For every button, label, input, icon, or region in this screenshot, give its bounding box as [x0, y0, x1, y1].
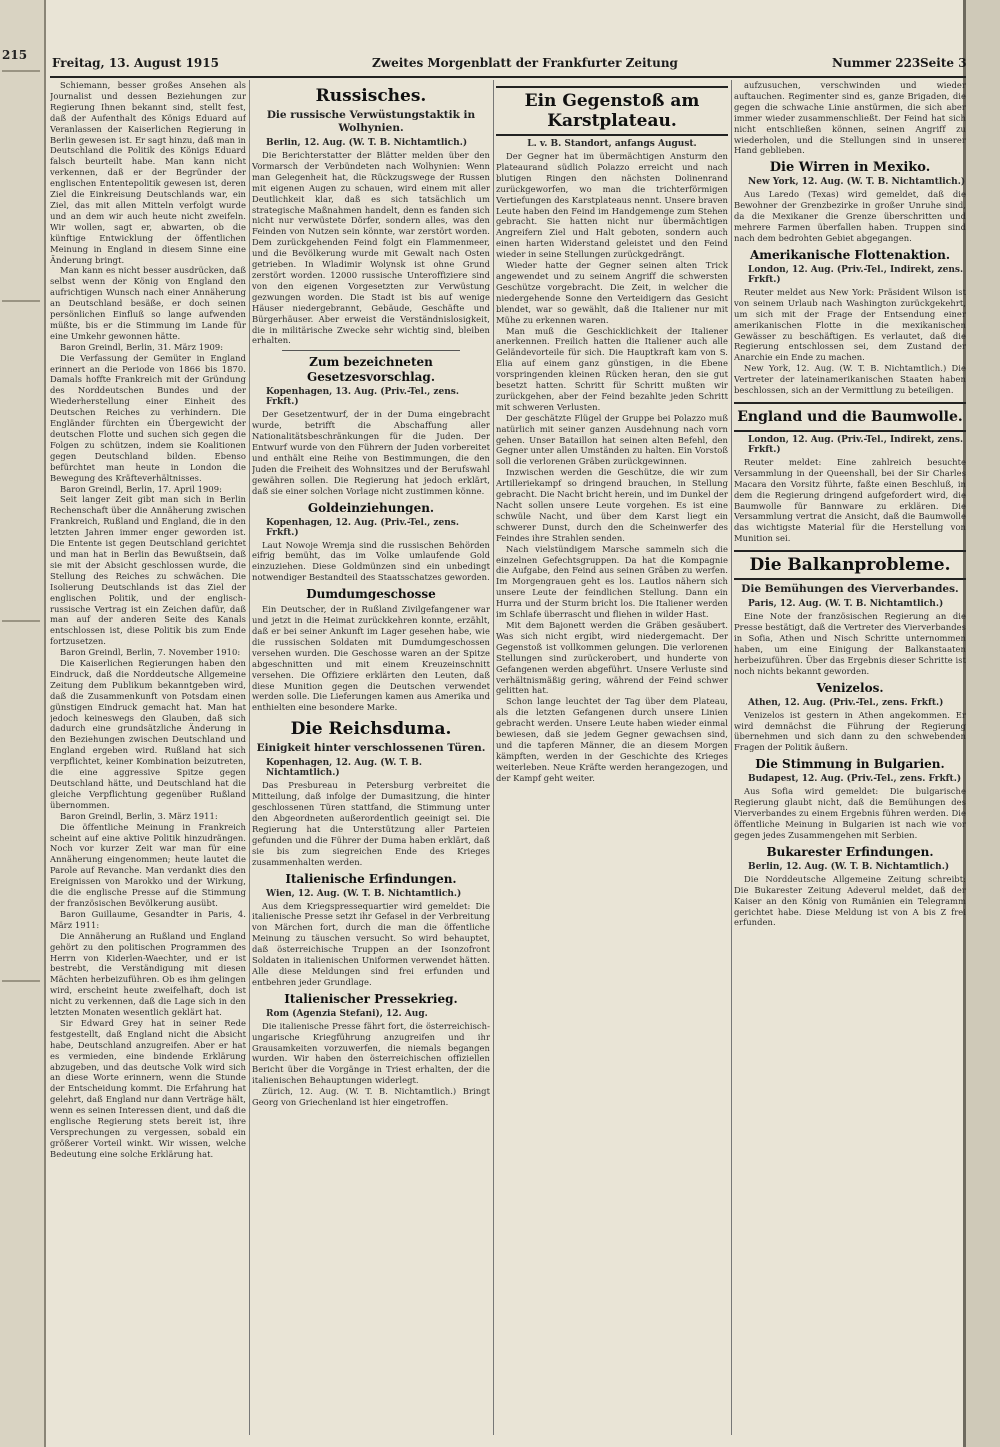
article-byline: Kopenhagen, 13. Aug. (Priv.-Tel., zens. Frkft.) [266, 387, 459, 408]
article-title-karstplateau: Ein Gegenstoß am Karstplateau. [496, 86, 728, 136]
paragraph: Der geschätzte Flügel der Gruppe bei Polazzo muß natürlich mit seiner ganzen Ausdehnung nach vorn gehen. Unser Bataillon hat seinen alten Befehl, den Gegner unter allen Umständen zu halten. Ein Vorstoß soll die verlorenen Gräben zurückgewinnen. [496, 412, 728, 467]
paragraph: Baron Guillaume, Gesandter in Paris, 4. März 1911: [50, 908, 246, 930]
article-byline: Rom (Agenzia Stefani), 12. Aug. [266, 1008, 428, 1019]
paragraph: Die Verfassung der Gemüter in England erinnert an die Periode von 1866 bis 1870. Damals hoffte Frankreich mit der Gründung des Norddeutschen Bundes und der Wiederherstellung einer Einheit des Deutschen Reiches zu verhindern. Die Engländer fürchten ein Übergewicht der deutschen Flotte und suchen sich gegen die Folgen zu schützen, indem sie Koalitionen gegen Deutschland bilden. Ebenso befürchtet man heute in London die Bewegung des Kräfteverhältnisses. [50, 352, 246, 483]
page-number: Seite 3 [920, 56, 967, 70]
article-subheading: Die Bemühungen des Vierverbandes. [741, 583, 959, 596]
article-heading: England und die Baumwolle. [734, 402, 966, 432]
paragraph: Inzwischen werden die Geschütze, die wir zum Artilleriekampf so dringend brauchen, in Stellung gebracht. Die Nacht bricht herein, und im Dunkel der Nacht sollen unsere Leute vorgehen. Es ist eine schwüle Nacht, und über dem Karst liegt ein schwerer Dunst, durch den die Scheinwerfer des Feindes ihre Strahlen senden. [496, 467, 728, 543]
page-header [50, 54, 966, 78]
paragraph: Laut Nowoje Wremja sind die russischen Behörden eifrig bemüht, das im Volke umlaufende Gold einzuziehen. Diese Goldmünzen sind ein unbedingt notwendiger Bestandteil des Staatsschatzes geworden. [252, 539, 490, 583]
article-text [252, 540, 490, 584]
edition-title: Zweites Morgenblatt der Frankfurter Zeitung [372, 56, 678, 70]
article-byline: London, 12. Aug. (Priv.-Tel., Indirekt, zens. Frkft.) [748, 434, 964, 455]
article-heading: Die Wirren in Mexiko. [769, 160, 931, 176]
article-text [252, 150, 490, 346]
article-byline: Athen, 12. Aug. (Priv.-Tel., zens. Frkft.) [748, 697, 944, 708]
article-byline: L. v. B. Standort, anfangs August. [527, 139, 697, 149]
paragraph: Aus dem Kriegspressequartier wird gemeldet: Die italienische Presse setzt ihr Gefasel in der Verbreitung von Märchen fort, durch die man die öffentliche Meinung zu täuschen versucht. So wird behauptet, daß österreichische Truppen an der Isonzofront Soldaten in italienischen Uniformen verwendet hätten. Alle diese Meldungen sind frei erfunden und entbehren jeder Grundlage. [252, 900, 490, 987]
column-rule [493, 80, 494, 1435]
article-continuation [734, 80, 966, 156]
article-text [734, 786, 966, 841]
paragraph: Schiemann, besser großes Ansehen als Journalist und dessen Beziehungen zur Regierung Ihnen bekannt sind, stellt fest, daß der Aufenthalt des Königs Eduard auf Veranlassen der Kaiserlichen Regierung in Berlin gewesen ist. Er sagt hinzu, daß man in Deutschland die Politik des Königs Eduard falsch beurteilt habe. Man kann nicht verkennen, daß er der Begründer der englischen Ententepolitik gewesen ist, deren Ziel die Einkreisung Deutschlands war, ein Ziel, das mit allen Mitteln verfolgt wurde und an dem wir auch heute nicht zweifeln. Wir wollen, sagt er, abwarten, ob die künftige Entwicklung der öffentlichen Meinung in England in diesem Sinne eine Änderung bringt. [50, 80, 246, 265]
paragraph: Baron Greindl, Berlin, 17. April 1909: [60, 483, 222, 494]
paragraph: Seit langer Zeit gibt man sich in Berlin Rechenschaft über die Annäherung zwischen Frankreich, Rußland und England, die in den letzten Jahren immer enger geworden ist. Die Entente ist gegen Deutschland gerichtet und man hat in Berlin das Bewußtsein, daß sie mit der Absicht geschlossen wurde, die Stellung des Reiches zu schwächen. Die Isolierung Deutschlands ist das Ziel der englischen Politik, und der englisch-russische Vertrag ist ein Zeichen dafür, daß man auf der anderen Seite des Kanals entschlossen ist, diese Politik bis zum Ende fortzusetzen. [50, 494, 246, 647]
article-byline: New York, 12. Aug. (W. T. B. Nichtamtlich.) [748, 177, 966, 188]
column-rule [249, 80, 250, 1435]
paragraph: Ein Deutscher, der in Rußland Zivilgefangener war und jetzt in die Heimat zurückkehren konnte, erzählt, daß er bei seiner Ankunft im Lager gesehen habe, wie die russischen Soldaten mit Dumdumgeschossen versehen wurden. Die Geschosse waren an der Spitze abgeschnitten und mit einem Kreuzeinschnitt versehen. Die Offiziere erklärten den Leuten, daß diese Munition gegen die Deutschen verwendet werden solle. Die Lieferungen kamen aus Amerika und enthielten eine besondere Marke. [252, 604, 490, 713]
paragraph: Reuter meldet: Eine zahlreich besuchte Versammlung in der Queenshall, bei der Sir Charles Macara den Vorsitz führte, faßte einen Beschluß, in dem die Regierung dringend aufgefordert wird, die Baumwolle für Bannware zu erklären. Die Versammlung vertrat die Ansicht, daß die Baumwolle das wichtigste Material für die Herstellung von Munition sei. [734, 456, 966, 544]
article-heading: Italienischer Pressekrieg. [284, 991, 458, 1006]
article-heading: Venizelos. [816, 680, 884, 695]
paragraph: Aus Sofia wird gemeldet: Die bulgarische Regierung glaubt nicht, daß die Bemühungen des Vierverbandes zu einem Ergebnis führen werden. Die öffentliche Meinung in Bulgarien ist nach wie vor gegen jedes Zusammengehen mit Serbien. [734, 786, 966, 840]
article-text [734, 189, 966, 244]
article-heading: Die Stimmung in Bulgarien. [755, 757, 945, 772]
article-text [252, 409, 490, 496]
paragraph: aufzusuchen, verschwinden und wieder auftauchen. Regimenter sind es, ganze Brigaden, die gegen die schwache Linie anstürmen, die sich aber immer wieder zusammenschließt. Der Feind hat sich nicht entschließen können, seinen Angriff zu wiederholen, und die Stellungen sind in unserer Hand geblieben. [734, 80, 966, 156]
paragraph: Der Gesetzentwurf, der in der Duma eingebracht wurde, betrifft die Abschaffung aller Nationalitätsbeschränkungen für die Juden. Der Entwurf wurde von den Führern der Juden vorbereitet und enthält eine Reihe von Bestimmungen, die den Juden die Freiheit des Wohnsitzes und der Berufswahl gewähren sollen. Die Regierung hat jedoch erklärt, daß sie einer solchen Vorlage nicht zustimmen könne. [252, 409, 490, 496]
section-heading-reichsduma: Die Reichsduma. [290, 719, 452, 740]
page-edge [963, 0, 1000, 1447]
paragraph: Die Norddeutsche Allgemeine Zeitung schreibt: Die Bukarester Zeitung Adeverul meldet, daß der Kaiser an den König von Rumänien ein Telegramm gerichtet habe. Diese Meldung ist von A bis Z frei erfunden. [734, 873, 966, 928]
paragraph: Eine Note der französischen Regierung an die Presse bestätigt, daß die Vertreter des Vierverbandes in Sofia, Athen und Nisch Schritte unternommen haben, um eine Einigung der Balkanstaaten herbeizuführen. Über das Ergebnis dieser Schritte ist noch nichts bekannt geworden. [734, 611, 966, 676]
article-heading: Zum bezeichneten Gesetzesvorschlag. [306, 355, 435, 385]
paragraph: Nach vielstündigem Marsche sammeln sich die einzelnen Gefechtsgruppen. Da hat die Kompagnie die Aufgabe, den Feind aus seinen Gräben zu werfen. Im Morgengrauen geht es los. Lautlos nähern sich unsere Leute der feindlichen Stellung. Dann ein Hurra und der Sturm bricht los. Die Italiener werden im Schlafe überrascht und fliehen in wilder Hast. [496, 543, 728, 620]
paragraph: Baron Greindl, Berlin, 7. November 1910: [60, 647, 241, 658]
article-text [734, 710, 966, 754]
article-byline: London, 12. Aug. (Priv.-Tel., Indirekt, zens. Frkft.) [748, 264, 964, 285]
previous-page-number: 215 [2, 48, 28, 62]
section-heading-balkanprobleme: Die Balkanprobleme. [734, 550, 966, 580]
margin-line [2, 300, 40, 302]
margin-line [2, 980, 40, 982]
article-text [734, 874, 966, 929]
divider [282, 350, 460, 351]
issue-number: Nummer 223 [832, 56, 921, 70]
column-rule [731, 80, 732, 1435]
paragraph: New York, 12. Aug. (W. T. B. Nichtamtlich.) Die Vertreter der lateinamerikanischen Staaten haben beschlossen, sich an der Vermittlung zu beteiligen. [734, 363, 966, 396]
article-text [734, 457, 966, 544]
article-byline: Paris, 12. Aug. (W. T. B. Nichtamtlich.) [748, 599, 944, 610]
column-1-text [50, 80, 246, 1160]
article-heading: Goldeinziehungen. [307, 500, 435, 515]
column-2 [252, 80, 490, 1435]
paragraph: Die italienische Presse fährt fort, die österreichisch-ungarische Kriegführung anzugreifen und ihr Grausamkeiten vorzuwerfen, die niemals begangen wurden. Wir haben den österreichischen offiziellen Bericht über die Vorgänge in Triest erhalten, der die italienischen Behauptungen widerlegt. [252, 1020, 490, 1086]
paragraph: Die Kaiserlichen Regierungen haben den Eindruck, daß die Norddeutsche Allgemeine Zeitung dem Publikum bekanntgeben wird, daß die Zusammenkunft von Potsdam einen günstigen Eindruck gemacht hat. Man hat jedoch keineswegs den Glauben, daß sich dadurch eine grundsätzliche Änderung in den Beziehungen zwischen Deutschland und England ergeben wird. Rußland hat sich verpflichtet, keiner Kombination beizutreten, die eine aggressive Spitze gegen Deutschland hätte, und Deutschland hat die gleiche Verpflichtung gegenüber Rußland übernommen. [50, 658, 246, 810]
paragraph: Die öffentliche Meinung in Frankreich scheint auf eine aktive Politik hinzudrängen. Noch vor kurzer Zeit war man für eine Annäherung eingenommen; heute lautet die Parole auf Revanche. Man verdankt dies den Ereignissen von Marokko und der Wirkung, die die englische Presse auf die Stimmung der französischen Bevölkerung ausübt. [50, 821, 246, 908]
paragraph: Reuter meldet aus New York: Präsident Wilson ist von seinem Urlaub nach Washington zurückgekehrt, um sich mit der Frage der Entsendung einer amerikanischen Flotte in die mexikanischen Gewässer zu beschäftigen. Es verlautet, daß die Regierung entschlossen sei, dem Zustand der Anarchie ein Ende zu machen. [734, 286, 966, 363]
article-subheading: Die russische Verwüstungstaktik in Wolhynien. [266, 109, 476, 134]
article-heading: Italienische Erfindungen. [285, 871, 457, 886]
article-text [252, 901, 490, 988]
issue-date: Freitag, 13. August 1915 [52, 56, 219, 70]
paragraph: Die Berichterstatter der Blätter melden über den Vormarsch der Verbündeten nach Wolhynien: Wenn man Gelegenheit hat, die Rückzugswege der Russen mit eigenen Augen zu schauen, wird einem mit aller Deutlichkeit klar, daß es sich tatsächlich um strategische Maßnahmen handelt, denn es fanden sich nicht nur verwüstete Dörfer, sondern alles, was den Feinden von Nutzen sein könnte, war zerstört worden. Dem zurückgehenden Feind folgt ein Flammenmeer, und die Bevölkerung wurde mit Gewalt nach Osten getrieben. In Wladimir Wolynsk ist ohne Grund zerstört worden. 12000 russische Unteroffiziere sind von den eigenen Vorgesetzten zur Verwüstung gezwungen worden. Die Stadt ist bis auf wenige Häuser niedergebrannt, Gebäude, Geschäfte und Bürgerhäuser. Aber erweist die Verständnislosigkeit, die in militärische Zwecke sehr wichtig sind, bleiben erhalten. [252, 150, 490, 346]
paragraph: Wieder hatte der Gegner seinen alten Trick angewendet und zu seinem Angriff die schwersten Geschütze vorgebracht. Die Zeit, in welcher die niedergehende Sonne den Verteidigern das Gesicht blendet, war so gewählt, daß die Italiener nur mit Mühe zu erkennen waren. [496, 260, 728, 325]
section-heading-russisches: Russisches. [315, 86, 427, 106]
paragraph: Man kann es nicht besser ausdrücken, daß selbst wenn der König von England den aufrichtigen Wunsch nach einer Annäherung an Deutschland besäße, er doch seinen persönlichen Einfluß so lange aufwenden müßte, bis er die Stimmung im Lande für eine Umkehr gewonnen hätte. [50, 265, 246, 341]
article-text [252, 780, 490, 867]
paragraph: Der Gegner hat im übermächtigen Ansturm den Plateaurand südlich Polazzo erreicht und nach blutigen Ringen den nächsten Dolinenrand zurückgeworfen, wo man die trichterförmigen Vertiefungen des Karstplateaus nennt. Unsere braven Leute haben den Feind im Handgemenge zum Stehen gebracht. Sie hatten nicht nur übermächtigen Angreifern Ziel und Halt geboten, sondern auch einen harten Widerstand geleistet und den Feind wieder in seine Stellungen zurückgedrängt. [496, 151, 728, 260]
column-1 [50, 80, 246, 1435]
paragraph: Sir Edward Grey hat in seiner Rede festgestellt, daß England nicht die Absicht habe, Deutschland anzugreifen. Aber er hat es vermieden, eine bindende Erklärung abzugeben, und das deutsche Volk wird sich an diese Worte erinnern, wenn die Stunde der Entscheidung kommt. Die Erfahrung hat gelehrt, daß England nur dann Verträge hält, wenn es seinen Interessen dient, und daß die englische Regierung stets bereit ist, ihre Versprechungen zu vergessen, sobald ein größerer Vorteil winkt. Wir wissen, welche Bedeutung eine solche Erklärung hat. [50, 1017, 246, 1159]
paragraph: Aus Laredo (Texas) wird gemeldet, daß die Bewohner der Grenzbezirke in großer Unruhe sind, da die Mexikaner die Grenze überschritten und mehrere Farmen überfallen haben. Truppen sind nach dem bedrohten Gebiet abgegangen. [734, 189, 966, 243]
article-byline: Budapest, 12. Aug. (Priv.-Tel., zens. Frkft.) [748, 774, 962, 785]
paragraph: Schon lange leuchtet der Tag über dem Plateau, als die letzten Gefangenen durch unsere Linien gebracht werden. Unsere Leute haben wieder einmal bewiesen, daß sie jedem Gegner gewachsen sind, und die tapferen Männer, die an diesem Morgen kämpften, werden in der Geschichte des Krieges weiterleben. Neue Kräfte werden herangezogen, und der Kampf geht weiter. [496, 696, 728, 783]
paragraph: Man muß die Geschicklichkeit der Italiener anerkennen. Freilich hatten die Italiener auch alle Geländevorteile für sich. Die Hauptkraft kam von S. Elia auf einem ganz günstigen, in die Ebene vorspringenden kleinen Rücken heran, den sie gut besetzt hatten. Schritt für Schritt mußten wir zurückgehen, aber der Feind bezahlte jeden Schritt mit schweren Verlusten. [496, 325, 728, 412]
paragraph: Mit dem Bajonett werden die Gräben gesäubert. Was sich nicht ergibt, wird niedergemacht. Der Gegenstoß ist vollkommen gelungen. Die verlorenen Stellungen sind zurückerobert, und hunderte von Gefangenen werden abgeführt. Unsere Verluste sind verhältnismäßig gering, während der Feind schwer gelitten hat. [496, 619, 728, 696]
article-text [496, 151, 728, 784]
article-text [734, 611, 966, 676]
article-byline: Berlin, 12. Aug. (W. T. B. Nichtamtlich.) [266, 138, 468, 148]
article-text [252, 1021, 490, 1108]
paragraph: Zürich, 12. Aug. (W. T. B. Nichtamtlich.) Bringt Georg von Griechenland ist hier eingetroffen. [252, 1086, 490, 1108]
margin-line [2, 620, 40, 622]
article-text [734, 287, 966, 396]
paragraph: Die Annäherung an Rußland und England gehört zu den politischen Programmen des Herrn von Kiderlen-Waechter, und er ist bestrebt, die Verständigung mit diesen Mächten herbeizuführen. Ob es ihm gelingen wird, erscheint heute zweifelhaft, doch ist nicht zu verkennen, daß die Lage sich in den letzten Monaten wesentlich geklärt hat. [50, 930, 246, 1018]
paragraph: Baron Greindl, Berlin, 3. März 1911: [60, 810, 218, 821]
previous-page-margin [0, 0, 46, 1447]
article-text [252, 604, 490, 713]
article-subheading: Einigkeit hinter verschlossenen Türen. [256, 742, 486, 755]
paragraph: Baron Greindl, Berlin, 31. März 1909: [60, 341, 224, 352]
column-4 [734, 80, 966, 1435]
article-byline: Wien, 12. Aug. (W. T. B. Nichtamtlich.) [266, 888, 462, 899]
article-heading: Amerikanische Flottenaktion. [749, 247, 951, 262]
article-byline: Kopenhagen, 12. Aug. (W. T. B. Nichtamtlich.) [266, 758, 423, 779]
paragraph: Das Presbureau in Petersburg verbreitet die Mitteilung, daß infolge der Dumasitzung, die hinter geschlossenen Türen stattfand, die Stimmung unter den Abgeordneten außerordentlich geeinigt sei. Die Regierung hat die Unterstützung aller Parteien gefunden und die Führer der Duma haben erklärt, daß sie bis zum siegreichen Ende des Krieges zusammenhalten werden. [252, 780, 490, 867]
article-heading: Bukarester Erfindungen. [766, 844, 934, 859]
article-heading: Dumdumgeschosse [306, 587, 436, 602]
column-3 [496, 80, 728, 1435]
article-byline: Berlin, 12. Aug. (W. T. B. Nichtamtlich.) [748, 861, 950, 872]
margin-line [2, 70, 40, 72]
article-byline: Kopenhagen, 12. Aug. (Priv.-Tel., zens. Frkft.) [266, 517, 459, 538]
paragraph: Venizelos ist gestern in Athen angekommen. Er wird demnächst die Führung der Regierung übernehmen und sich dann zu den schwebenden Fragen der Politik äußern. [734, 709, 966, 753]
